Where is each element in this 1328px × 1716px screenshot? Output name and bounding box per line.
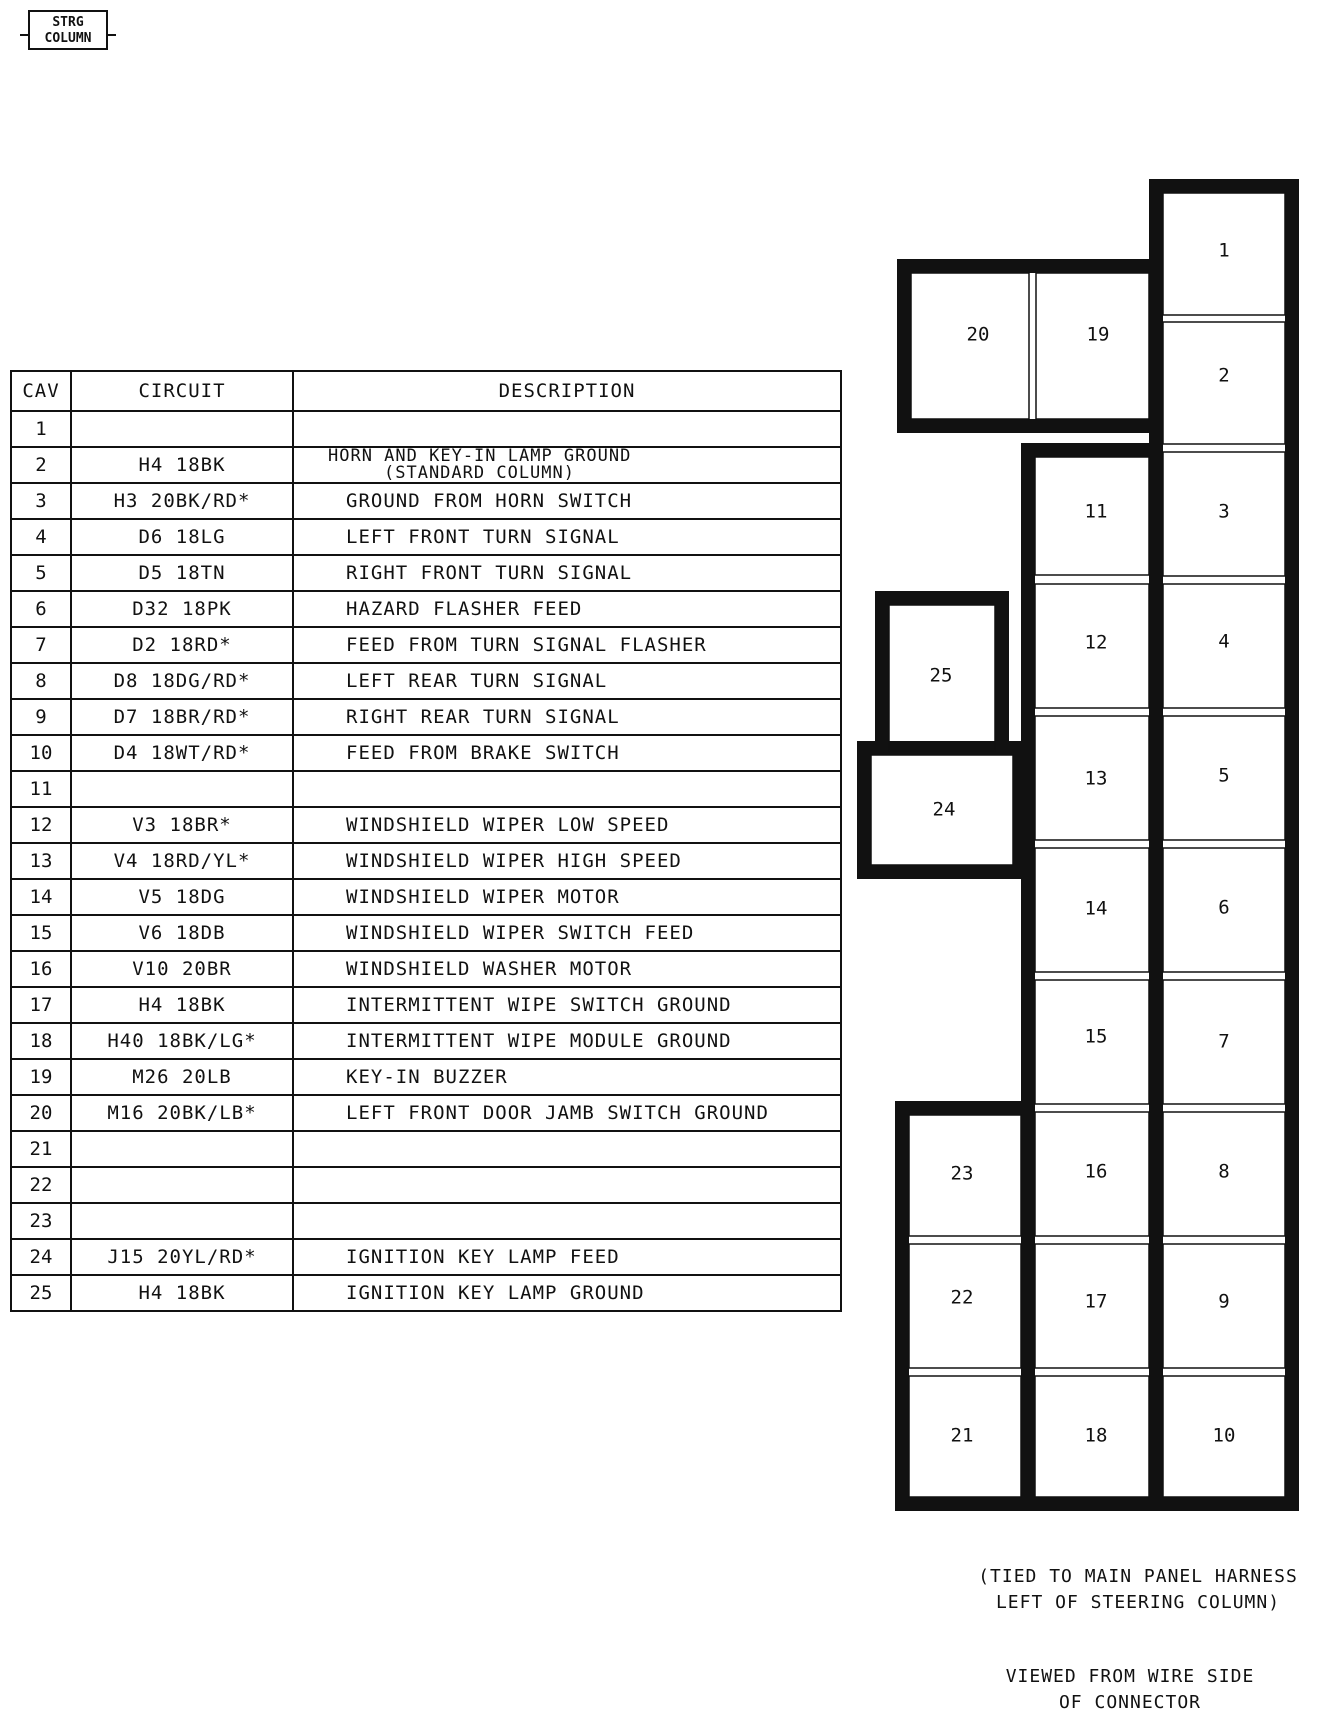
description-cell: RIGHT FRONT TURN SIGNAL <box>293 555 841 591</box>
cav-cell: 8 <box>11 663 71 699</box>
cavity-number-24: 24 <box>932 798 956 821</box>
cavity-number-14: 14 <box>1084 897 1108 920</box>
header-cav: CAV <box>11 371 71 411</box>
cavity-number-7: 7 <box>1218 1030 1230 1053</box>
circuit-cell: V10 20BR <box>71 951 293 987</box>
description-cell: LEFT FRONT TURN SIGNAL <box>293 519 841 555</box>
circuit-cell: D5 18TN <box>71 555 293 591</box>
description-cell: GROUND FROM HORN SWITCH <box>293 483 841 519</box>
description-cell: WINDSHIELD WIPER LOW SPEED <box>293 807 841 843</box>
description-cell: LEFT FRONT DOOR JAMB SWITCH GROUND <box>293 1095 841 1131</box>
circuit-cell: H40 18BK/LG* <box>71 1023 293 1059</box>
cav-cell: 14 <box>11 879 71 915</box>
cavity-number-20: 20 <box>966 323 990 346</box>
description-cell: WINDSHIELD WIPER SWITCH FEED <box>293 915 841 951</box>
description-cell: WINDSHIELD WIPER MOTOR <box>293 879 841 915</box>
tied-note <box>948 1564 1328 1616</box>
description-cell: FEED FROM BRAKE SWITCH <box>293 735 841 771</box>
description-cell: INTERMITTENT WIPE MODULE GROUND <box>293 1023 841 1059</box>
circuit-cell: V4 18RD/YL* <box>71 843 293 879</box>
cav-cell: 23 <box>11 1203 71 1239</box>
description-sub: (STANDARD COLUMN) <box>384 463 575 483</box>
cav-cell: 13 <box>11 843 71 879</box>
cav-cell: 22 <box>11 1167 71 1203</box>
cav-cell: 9 <box>11 699 71 735</box>
cav-cell: 5 <box>11 555 71 591</box>
cavity-number-12: 12 <box>1084 631 1108 654</box>
cav-cell: 6 <box>11 591 71 627</box>
cav-cell: 21 <box>11 1131 71 1167</box>
cav-cell: 25 <box>11 1275 71 1311</box>
tied-note-line2: LEFT OF STEERING COLUMN) <box>995 1592 1281 1613</box>
header-description: DESCRIPTION <box>293 371 841 411</box>
cav-cell: 2 <box>11 447 71 483</box>
circuit-cell: H4 18BK <box>71 987 293 1023</box>
circuit-cell: D2 18RD* <box>71 627 293 663</box>
cavity-number-23: 23 <box>950 1162 974 1185</box>
viewed-note <box>980 1664 1280 1716</box>
cav-cell: 12 <box>11 807 71 843</box>
cav-cell: 24 <box>11 1239 71 1275</box>
description-cell: INTERMITTENT WIPE SWITCH GROUND <box>293 987 841 1023</box>
cav-cell: 16 <box>11 951 71 987</box>
cav-cell: 15 <box>11 915 71 951</box>
description-cell: IGNITION KEY LAMP GROUND <box>293 1275 841 1311</box>
circuit-cell: M26 20LB <box>71 1059 293 1095</box>
description-cell: WINDSHIELD WASHER MOTOR <box>293 951 841 987</box>
circuit-cell: M16 20BK/LB* <box>71 1095 293 1131</box>
circuit-cell: D6 18LG <box>71 519 293 555</box>
description-cell: FEED FROM TURN SIGNAL FLASHER <box>293 627 841 663</box>
cav-cell: 20 <box>11 1095 71 1131</box>
circuit-cell: D4 18WT/RD* <box>71 735 293 771</box>
circuit-cell: J15 20YL/RD* <box>71 1239 293 1275</box>
description-cell: IGNITION KEY LAMP FEED <box>293 1239 841 1275</box>
cavity-number-4: 4 <box>1218 630 1230 653</box>
cavity-number-16: 16 <box>1084 1160 1108 1183</box>
cavity-number-1: 1 <box>1218 239 1230 262</box>
cavity-number-21: 21 <box>950 1424 974 1447</box>
cav-cell: 4 <box>11 519 71 555</box>
description-main: HORN AND KEY-IN LAMP GROUND <box>328 446 632 466</box>
description-cell: RIGHT REAR TURN SIGNAL <box>293 699 841 735</box>
tied-note-line1: (TIED TO MAIN PANEL HARNESS <box>978 1566 1298 1587</box>
cavity-number-9: 9 <box>1218 1290 1230 1313</box>
connector-label-line2: COLUMN <box>44 31 92 46</box>
circuit-cell: D32 18PK <box>71 591 293 627</box>
description-cell: WINDSHIELD WIPER HIGH SPEED <box>293 843 841 879</box>
description-cell: LEFT REAR TURN SIGNAL <box>293 663 841 699</box>
cavity-number-2: 2 <box>1218 364 1230 387</box>
circuit-cell: V3 18BR* <box>71 807 293 843</box>
circuit-cell: D7 18BR/RD* <box>71 699 293 735</box>
cav-cell: 3 <box>11 483 71 519</box>
cavity-number-19: 19 <box>1086 323 1110 346</box>
cavity-number-25: 25 <box>929 664 953 687</box>
cavity-number-15: 15 <box>1084 1025 1108 1048</box>
circuit-cell: H4 18BK <box>71 447 293 483</box>
cav-cell: 18 <box>11 1023 71 1059</box>
cavity-number-22: 22 <box>950 1286 974 1309</box>
cav-cell: 19 <box>11 1059 71 1095</box>
description-cell: HAZARD FLASHER FEED <box>293 591 841 627</box>
cav-cell: 10 <box>11 735 71 771</box>
connector-housing-top-block <box>904 266 1156 426</box>
cav-cell: 11 <box>11 771 71 807</box>
viewed-note-line1: VIEWED FROM WIRE SIDE <box>1005 1666 1255 1687</box>
connector-housing-column-middle <box>1028 450 1156 1504</box>
cavity-number-11: 11 <box>1084 500 1108 523</box>
cav-cell: 17 <box>11 987 71 1023</box>
cavity-number-8: 8 <box>1218 1160 1230 1183</box>
circuit-cell: H4 18BK <box>71 1275 293 1311</box>
description-cell: KEY-IN BUZZER <box>293 1059 841 1095</box>
cavity-number-18: 18 <box>1084 1424 1108 1447</box>
viewed-note-line2: OF CONNECTOR <box>1058 1692 1202 1713</box>
cavity-number-6: 6 <box>1218 896 1230 919</box>
connector-label-line1: STRG <box>52 15 84 30</box>
cavity-number-17: 17 <box>1084 1290 1108 1313</box>
cavity-number-13: 13 <box>1084 767 1108 790</box>
cavity-number-10: 10 <box>1212 1424 1236 1447</box>
circuit-cell: V6 18DB <box>71 915 293 951</box>
cav-cell: 7 <box>11 627 71 663</box>
circuit-cell: H3 20BK/RD* <box>71 483 293 519</box>
header-circuit: CIRCUIT <box>71 371 293 411</box>
cavity-number-3: 3 <box>1218 500 1230 523</box>
circuit-cell: V5 18DG <box>71 879 293 915</box>
cav-cell: 1 <box>11 411 71 447</box>
cavity-number-5: 5 <box>1218 764 1230 787</box>
circuit-cell: D8 18DG/RD* <box>71 663 293 699</box>
